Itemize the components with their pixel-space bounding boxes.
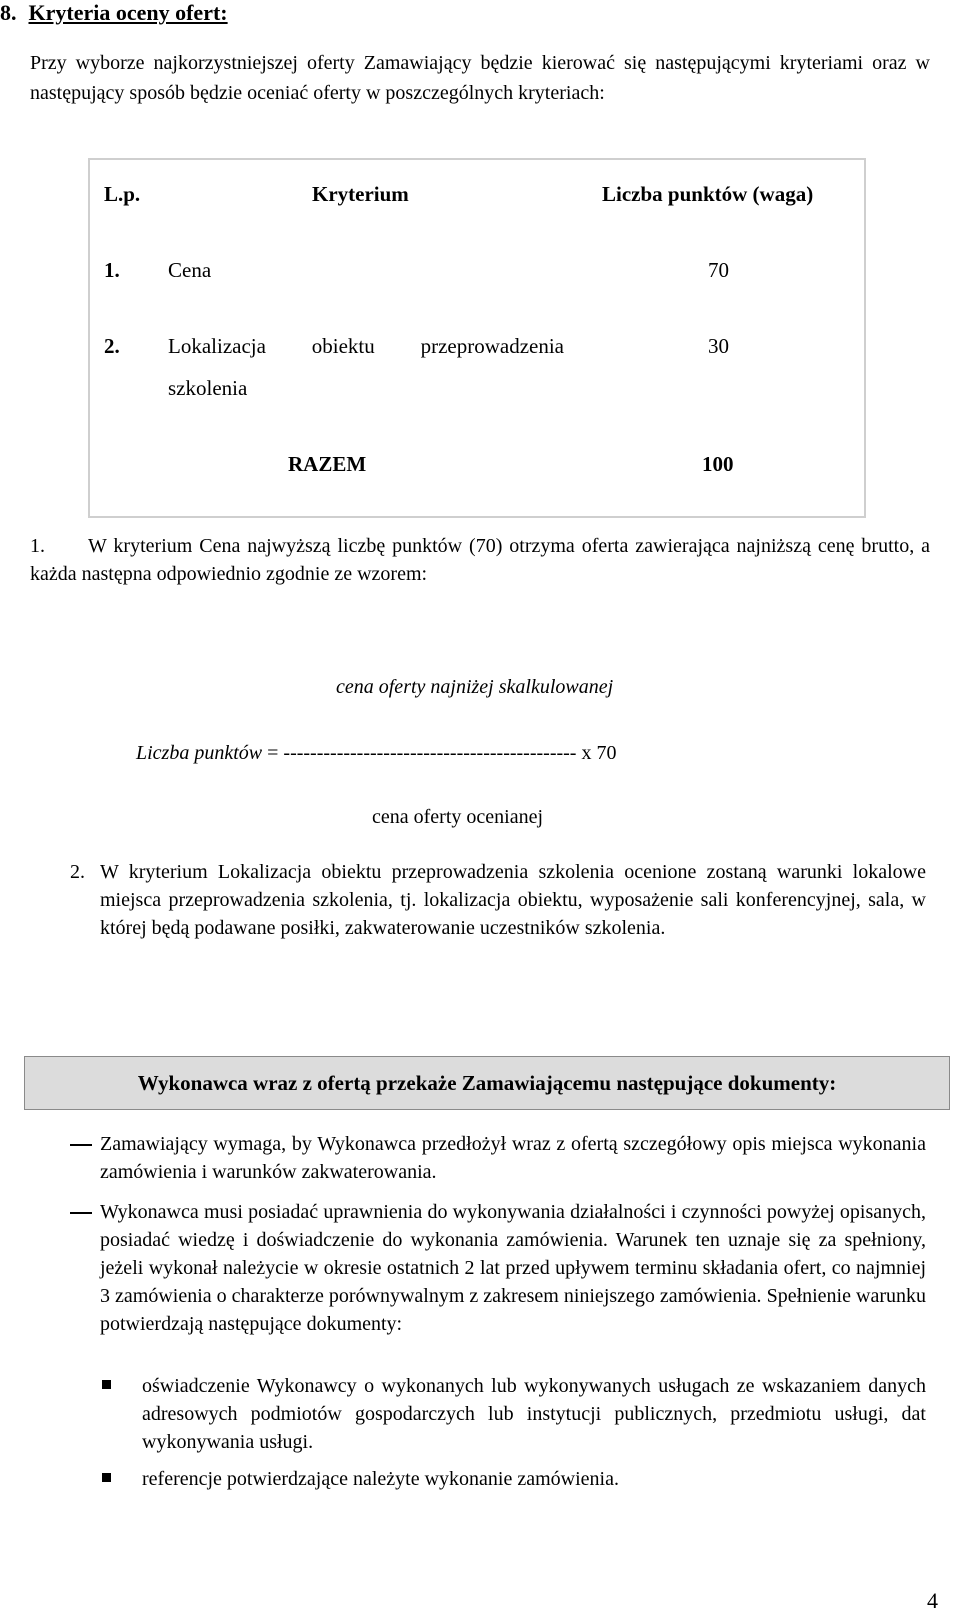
point-1-text: W kryterium Cena najwyższą liczbę punktów (70) otrzyma oferta zawierająca najniższą cenę brutto, a każda następna odpowiednio zgodnie ze wzorem: [30, 535, 930, 585]
intro-paragraph: Przy wyborze najkorzystniejszej oferty Zamawiający będzie kierować się następującymi kryteriami oraz w następujący sposób będzie oceniać oferty w poszczególnych kryteriach: [30, 52, 930, 104]
formula-line [136, 742, 616, 765]
formula-dashes: -------------------------------------------- [283, 742, 577, 764]
page-number: 4 [927, 1588, 938, 1613]
dash-bullet-icon [70, 1144, 92, 1146]
header-criterion: Kryterium [312, 182, 409, 206]
row-1-lp: 1. [104, 258, 120, 282]
formula-lhs: Liczba punktów [136, 742, 263, 764]
row-2-criterion: Lokalizacja obiektu przeprowadzenia [168, 334, 564, 358]
documents-heading: Wykonawca wraz z ofertą przekaże Zamawiającemu następujące dokumenty: [137, 1070, 837, 1095]
total-value: 100 [702, 452, 734, 476]
formula-denominator: cena oferty ocenianej [372, 806, 544, 828]
row-2-criterion-cont: szkolenia [168, 376, 248, 400]
criteria-table [88, 158, 866, 518]
section-number: 8. [0, 0, 17, 25]
documents-heading-box [24, 1056, 950, 1110]
square-item-2: referencje potwierdzające należyte wykonanie zamówienia. [142, 1468, 619, 1490]
formula-equals: = [267, 742, 279, 764]
section-title: Kryteria oceny ofert: [28, 0, 228, 25]
row-2-points: 30 [708, 334, 729, 358]
point-1-number: 1. [30, 535, 45, 557]
formula-multiplier: x 70 [581, 742, 617, 764]
row-1-criterion: Cena [168, 258, 212, 282]
header-points: Liczba punktów (waga) [602, 182, 814, 206]
row-1-points: 70 [708, 258, 729, 282]
point-2-text: W kryterium Lokalizacja obiektu przeprowadzenia szkolenia ocenione zostaną warunki lokalowe miejsca przeprowadzenia szkolenia, tj. lokalizacja obiektu, wyposażenie sali konferencyjnej, sala, w której będą podawane posiłki, zakwaterowanie uczestników szkolenia. [100, 861, 926, 939]
header-lp: L.p. [104, 182, 141, 206]
square-bullet-icon [102, 1380, 111, 1389]
formula-numerator: cena oferty najniżej skalkulowanej [336, 676, 614, 698]
square-bullet-icon [102, 1473, 111, 1482]
section-heading [0, 0, 228, 26]
dash-item-1: Zamawiający wymaga, by Wykonawca przedłożył wraz z ofertą szczegółowy opis miejsca wykonania zamówienia i warunków zakwaterowania. [100, 1133, 926, 1183]
square-item-1: oświadczenie Wykonawcy o wykonanych lub wykonywanych usługach ze wskazaniem danych adresowych podmiotów gospodarczych lub instytucji publicznych, przedmiotu usługi, dat wykonywania usługi. [142, 1375, 926, 1453]
point-2-number: 2. [70, 861, 85, 883]
dash-item-2: Wykonawca musi posiadać uprawnienia do wykonywania działalności i czynności powyżej opisanych, posiadać wiedzę i doświadczenie do wykonania zamówienia. Warunek ten uznaje się za spełniony, jeżeli wykonał należycie w okresie ostatnich 2 lat przed upływem terminu składania ofert, co najmniej 3 zamówienia o charakterze porównywalnym z zakresem niniejszego zamówienia. Spełnienie warunku potwierdzają następujące dokumenty: [100, 1201, 926, 1335]
total-label: RAZEM [288, 452, 367, 476]
dash-bullet-icon [70, 1212, 92, 1214]
row-2-lp: 2. [104, 334, 120, 358]
